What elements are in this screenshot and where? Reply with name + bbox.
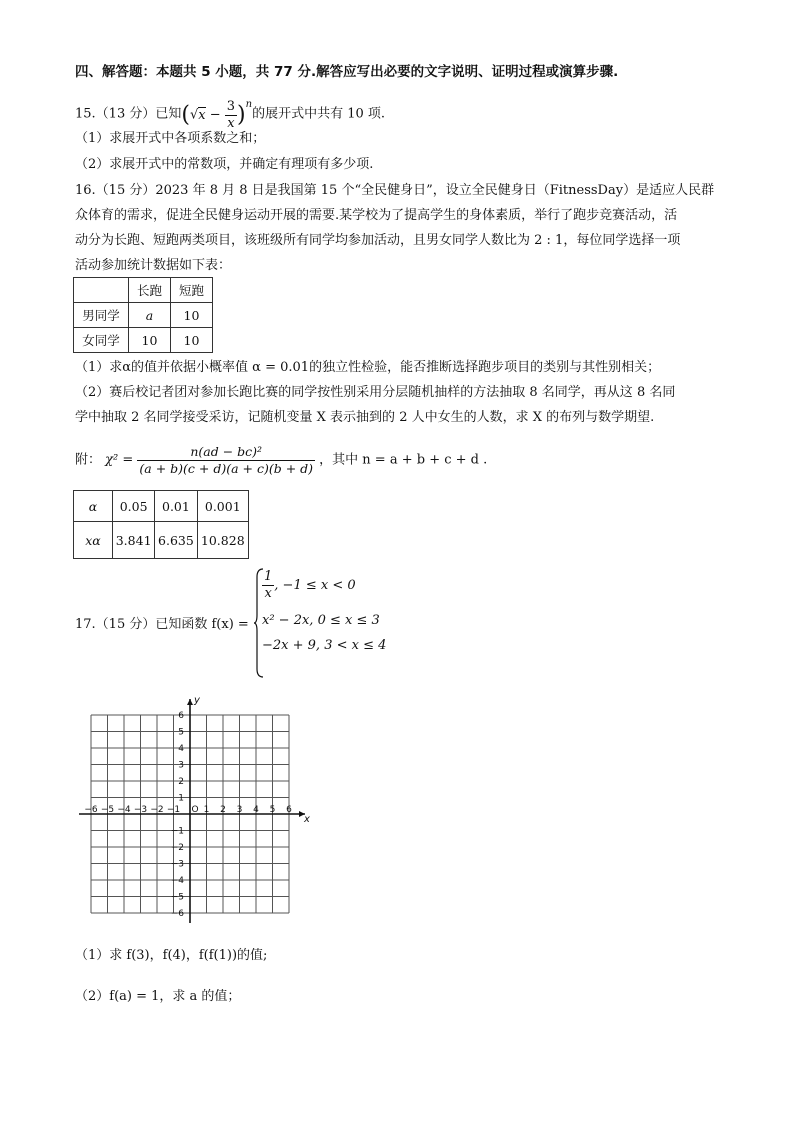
- q16-line3: 动分为长跑、短跑两类项目，该班级所有同学均参加活动，且男女同学人数比为 2 : 1，每位同学选择一项: [75, 233, 681, 248]
- q16-part2-line2: 学中抽取 2 名同学接受采访，记随机变量 X 表示抽到的 2 人中女生的人数，求 X 的布列与数学期望.: [75, 410, 655, 425]
- y-tick-label: −6: [170, 909, 184, 919]
- x-tick-label: −6: [84, 805, 98, 815]
- q16-line1: 16.（15 分）2023 年 8 月 8 日是我国第 15 个“全民健身日”，设立全民健身日（FitnessDay）是适应人民群: [75, 183, 715, 198]
- table-cell: 10: [171, 328, 213, 353]
- crit-x-label: xα: [74, 522, 113, 559]
- chi-denominator: (a + b)(c + d)(a + c)(b + d): [139, 461, 314, 476]
- chi-fraction: [137, 444, 315, 477]
- q15-statement: [75, 96, 385, 132]
- q16-critical-table: [73, 490, 249, 559]
- q16-data-table: [73, 277, 213, 353]
- q16-part1: （1）求α的值并依据小概率值 α = 0.01的独立性检验，能否推断选择跑步项目的类别与其性别相关；: [75, 360, 661, 375]
- section-heading: 四、解答题：本题共 5 小题，共 77 分.解答应写出必要的文字说明、证明过程或演算步骤.: [75, 64, 619, 80]
- x-tick-label: 1: [203, 805, 210, 815]
- q15-fraction: [225, 99, 237, 132]
- chi-numerator: n(ad − bc)²: [137, 444, 315, 461]
- q17-piece2: x² − 2x, 0 ≤ x ≤ 3: [262, 613, 380, 628]
- q16-line2: 众体育的需求，促进全民健身运动开展的需要.某学校为了提高学生的身体素质，举行了跑步竞赛活动，活: [75, 208, 678, 223]
- x-tick-label: 3: [236, 805, 243, 815]
- table-cell: 6.635: [155, 522, 197, 559]
- origin-label: O: [191, 805, 199, 815]
- q15-part1: （1）求展开式中各项系数之和；: [75, 131, 266, 146]
- chi-appendix-label: 附：: [75, 452, 102, 468]
- q15-formula: (√x − $\frac{3}{x}$ )$^n$: [181, 99, 253, 131]
- q15-part2: （2）求展开式中的常数项，并确定有理项有多少项.: [75, 157, 374, 172]
- y-tick-label: 3: [178, 760, 184, 771]
- table-header-cell: [74, 278, 129, 303]
- q15-frac-den: x: [227, 116, 235, 131]
- q15-suffix: 的展开式中共有 10 项.: [252, 106, 386, 122]
- x-tick-label: −5: [100, 805, 115, 815]
- q15-prefix: 15.（13 分）已知: [75, 106, 182, 122]
- q15-frac-num: 3: [226, 99, 236, 114]
- y-tick-label: 4: [178, 744, 184, 754]
- q17-piece3: −2x + 9, 3 < x ≤ 4: [262, 638, 387, 653]
- table-cell: 0.01: [155, 491, 197, 522]
- table-row: [74, 278, 213, 303]
- y-axis-label: y: [194, 695, 200, 706]
- table-header-cell: 短跑: [171, 278, 213, 303]
- q17-piece1-fraction: [262, 569, 274, 602]
- x-tick-label: 6: [286, 805, 292, 815]
- x-tick-label: −1: [166, 805, 181, 815]
- x-tick-label: −2: [150, 805, 164, 815]
- q16-chi-formula: [75, 444, 487, 477]
- q17-piece1: [262, 569, 356, 602]
- y-tick-label: −4: [170, 876, 184, 886]
- table-row: [74, 303, 213, 328]
- table-cell: 0.001: [197, 491, 248, 522]
- y-tick-label: −5: [170, 892, 184, 903]
- q17-piece1-num: 1: [264, 569, 273, 584]
- table-cell: 0.05: [113, 491, 155, 522]
- table-row: [74, 522, 249, 559]
- table-cell: 10: [129, 328, 171, 353]
- table-header-cell: 长跑: [129, 278, 171, 303]
- y-tick-label: −2: [170, 843, 184, 853]
- q16-line4: 活动参加统计数据如下表：: [75, 258, 232, 273]
- y-tick-label: 1: [178, 793, 184, 804]
- q15-minus: −: [205, 107, 225, 123]
- table-cell: 女同学: [74, 328, 129, 353]
- table-cell: a: [129, 303, 171, 328]
- table-cell: 10.828: [197, 522, 248, 559]
- q15-sqrt-arg: x: [198, 107, 206, 123]
- y-tick-label: 5: [178, 727, 184, 738]
- x-tick-label: −3: [133, 805, 148, 815]
- y-axis-arrow-icon: [187, 699, 193, 705]
- y-tick-label: −3: [170, 859, 184, 870]
- table-row: [74, 491, 249, 522]
- q17-prefix: 17.（15 分）已知函数 f(x) =: [75, 617, 249, 632]
- q17-part1: （1）求 f(3)，f(4)，f(f(1))的值;: [75, 948, 268, 963]
- q17-piece1-den: x: [264, 586, 272, 601]
- table-cell: 男同学: [74, 303, 129, 328]
- x-tick-label: 5: [269, 805, 276, 815]
- q16-part2-line1: （2）赛后校记者团对参加长跑比赛的同学按性别采用分层随机抽样的方法抽取 8 名同学，再从这 8 名同: [75, 385, 676, 400]
- y-tick-label: −1: [170, 826, 184, 837]
- x-tick-label: 4: [253, 805, 259, 815]
- q15-exponent: n: [245, 99, 253, 110]
- x-axis-label: x: [304, 814, 310, 825]
- table-row: [74, 328, 213, 353]
- chi-where: ，其中 n = a + b + c + d .: [319, 452, 488, 468]
- table-cell: 10: [171, 303, 213, 328]
- y-tick-label: 6: [178, 711, 184, 721]
- crit-alpha-label: α: [74, 491, 113, 522]
- coordinate-grid: [72, 692, 332, 930]
- q17-piece1-cond: , −1 ≤ x < 0: [274, 578, 356, 593]
- q17-part2: （2）f(a) = 1，求 a 的值；: [75, 989, 241, 1004]
- chi-lhs: χ² =: [105, 452, 134, 468]
- x-tick-label: 2: [220, 805, 226, 815]
- x-tick-label: −4: [117, 805, 131, 815]
- y-tick-label: 2: [178, 777, 184, 787]
- table-cell: 3.841: [113, 522, 155, 559]
